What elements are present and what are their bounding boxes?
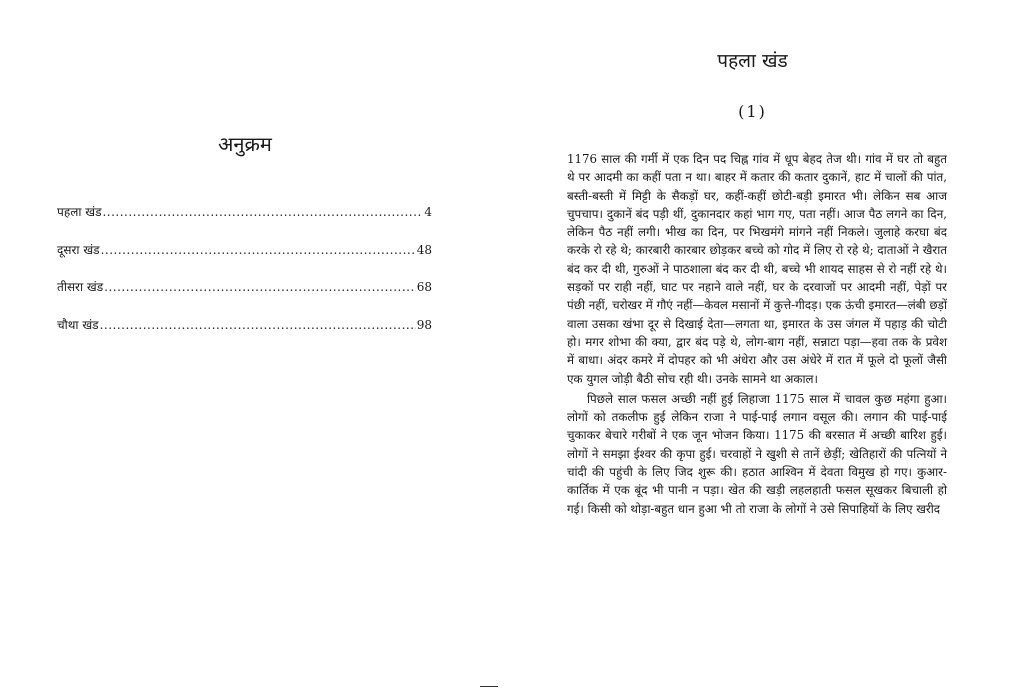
toc-entry-page: 48 [416, 242, 432, 257]
toc-entry[interactable] [57, 278, 432, 294]
toc-leader-dots [102, 205, 423, 219]
toc-title: अनुक्रम [218, 132, 272, 156]
chapter-number: (1) [738, 102, 767, 121]
toc-entry-label: पहला खंड [57, 205, 102, 219]
toc-entry[interactable] [57, 241, 432, 257]
toc-leader-dots [100, 318, 416, 332]
toc-entry-page: 68 [416, 280, 432, 294]
toc-entry[interactable] [57, 316, 432, 332]
toc-entry-page: 4 [424, 205, 432, 219]
page-edge-mark [480, 686, 498, 687]
body-paragraph: 1176 साल की गर्मी में एक दिन पद चिह्न गांव में धूप बेहद तेज थी। गांव में घर तो बहुत थे पर आदमी का कहीं पता न था। बाहर में कतार की कतार दुकानें, हाट में चालों की पांत, बस्ती-बस्ती में मिट्टी के सैकड़ों घर, कहीं-कहीं छोटी-बड़ी इमारत भी। लेकिन सब आज चुपचाप। दुकानें बंद पड़ी थीं, दुकानदार कहां भाग गए, पता नहीं। आज पैठ लगने का दिन, लेकिन पैठ नहीं लगी। भीख का दिन, पर भिखमंगे मांगने नहीं निकले। जुलाहे करघा बंद करके रो रहे थे; कारबारी कारबार छोड़कर बच्चे को गोद में लिए रो रहे थे; दाताओं ने खैरात बंद कर दी थी, गुरुओं ने पाठशाला बंद कर दी थी, बच्चे भी शायद साहस से रो नहीं रहे थे। सड़कों पर राही नहीं, घाट पर नहाने वाले नहीं, घर के दरवाजों पर आदमी नहीं, पेड़ों पर पंछी नहीं, चरोखर में गौएं नहीं—केवल मसानों में कुत्ते-गीदड़। एक ऊंची इमारत—लंबी छड़ों वाला उसका खंभा दूर से दिखाई देता—लगता था, इमारत के उस जंगल में पहाड़ की चोटी हो। मगर शोभा की क्या, द्वार बंद पड़े थे, लोग-बाग नहीं, सन्नाटा पड़ा—हवा तक के प्रवेश में बाधा। अंदर कमरे में दोपहर को भी अंधेरा और उस अंधेरे में रात में फूले दो फूलों जैसी एक युगल जोड़ी बैठी सोच रही थी। उनके सामने था अकाल। [567, 152, 947, 386]
right-page [490, 0, 1015, 700]
toc-leader-dots [104, 280, 416, 294]
toc-list [57, 203, 432, 353]
toc-entry-label: तीसरा खंड [57, 280, 104, 294]
toc-entry[interactable] [57, 203, 432, 219]
toc-entry-page: 98 [416, 317, 432, 332]
toc-entry-label: चौथा खंड [57, 317, 99, 332]
part-title: पहला खंड [717, 50, 788, 72]
body-paragraph: पिछले साल फसल अच्छी नहीं हुई लिहाजा 1175 साल में चावल कुछ महंगा हुआ। लोगों को तकलीफ हुई लेकिन राजा ने पाई-पाई लगान वसूल की। लगान की पाई-पाई चुकाकर बेचारे गरीबों ने एक जून भोजन किया। 1175 की बरसात में अच्छी बारिश हुई। लोगों ने समझा ईश्वर की कृपा हुई। चरवाहों ने खुशी से तानें छेड़ीं; खेतिहारों की पत्नियों ने चांदी की पहुंची के लिए जिद शुरू की। हठात आश्विन में देवता विमुख हो गए। कुआर-कार्तिक में एक बूंद भी पानी न पड़ा। खेत की खड़ी लहलहाती फसल सूखकर बिचाली हो गई। किसी को थोड़ा-बहुत धान हुआ भी तो राजा के लोगों ने उसे सिपाहियों के लिए खरीद [567, 391, 947, 516]
chapter-body [567, 150, 947, 518]
toc-entry-label: दूसरा खंड [57, 242, 100, 257]
left-page [0, 0, 490, 700]
toc-leader-dots [101, 243, 416, 257]
